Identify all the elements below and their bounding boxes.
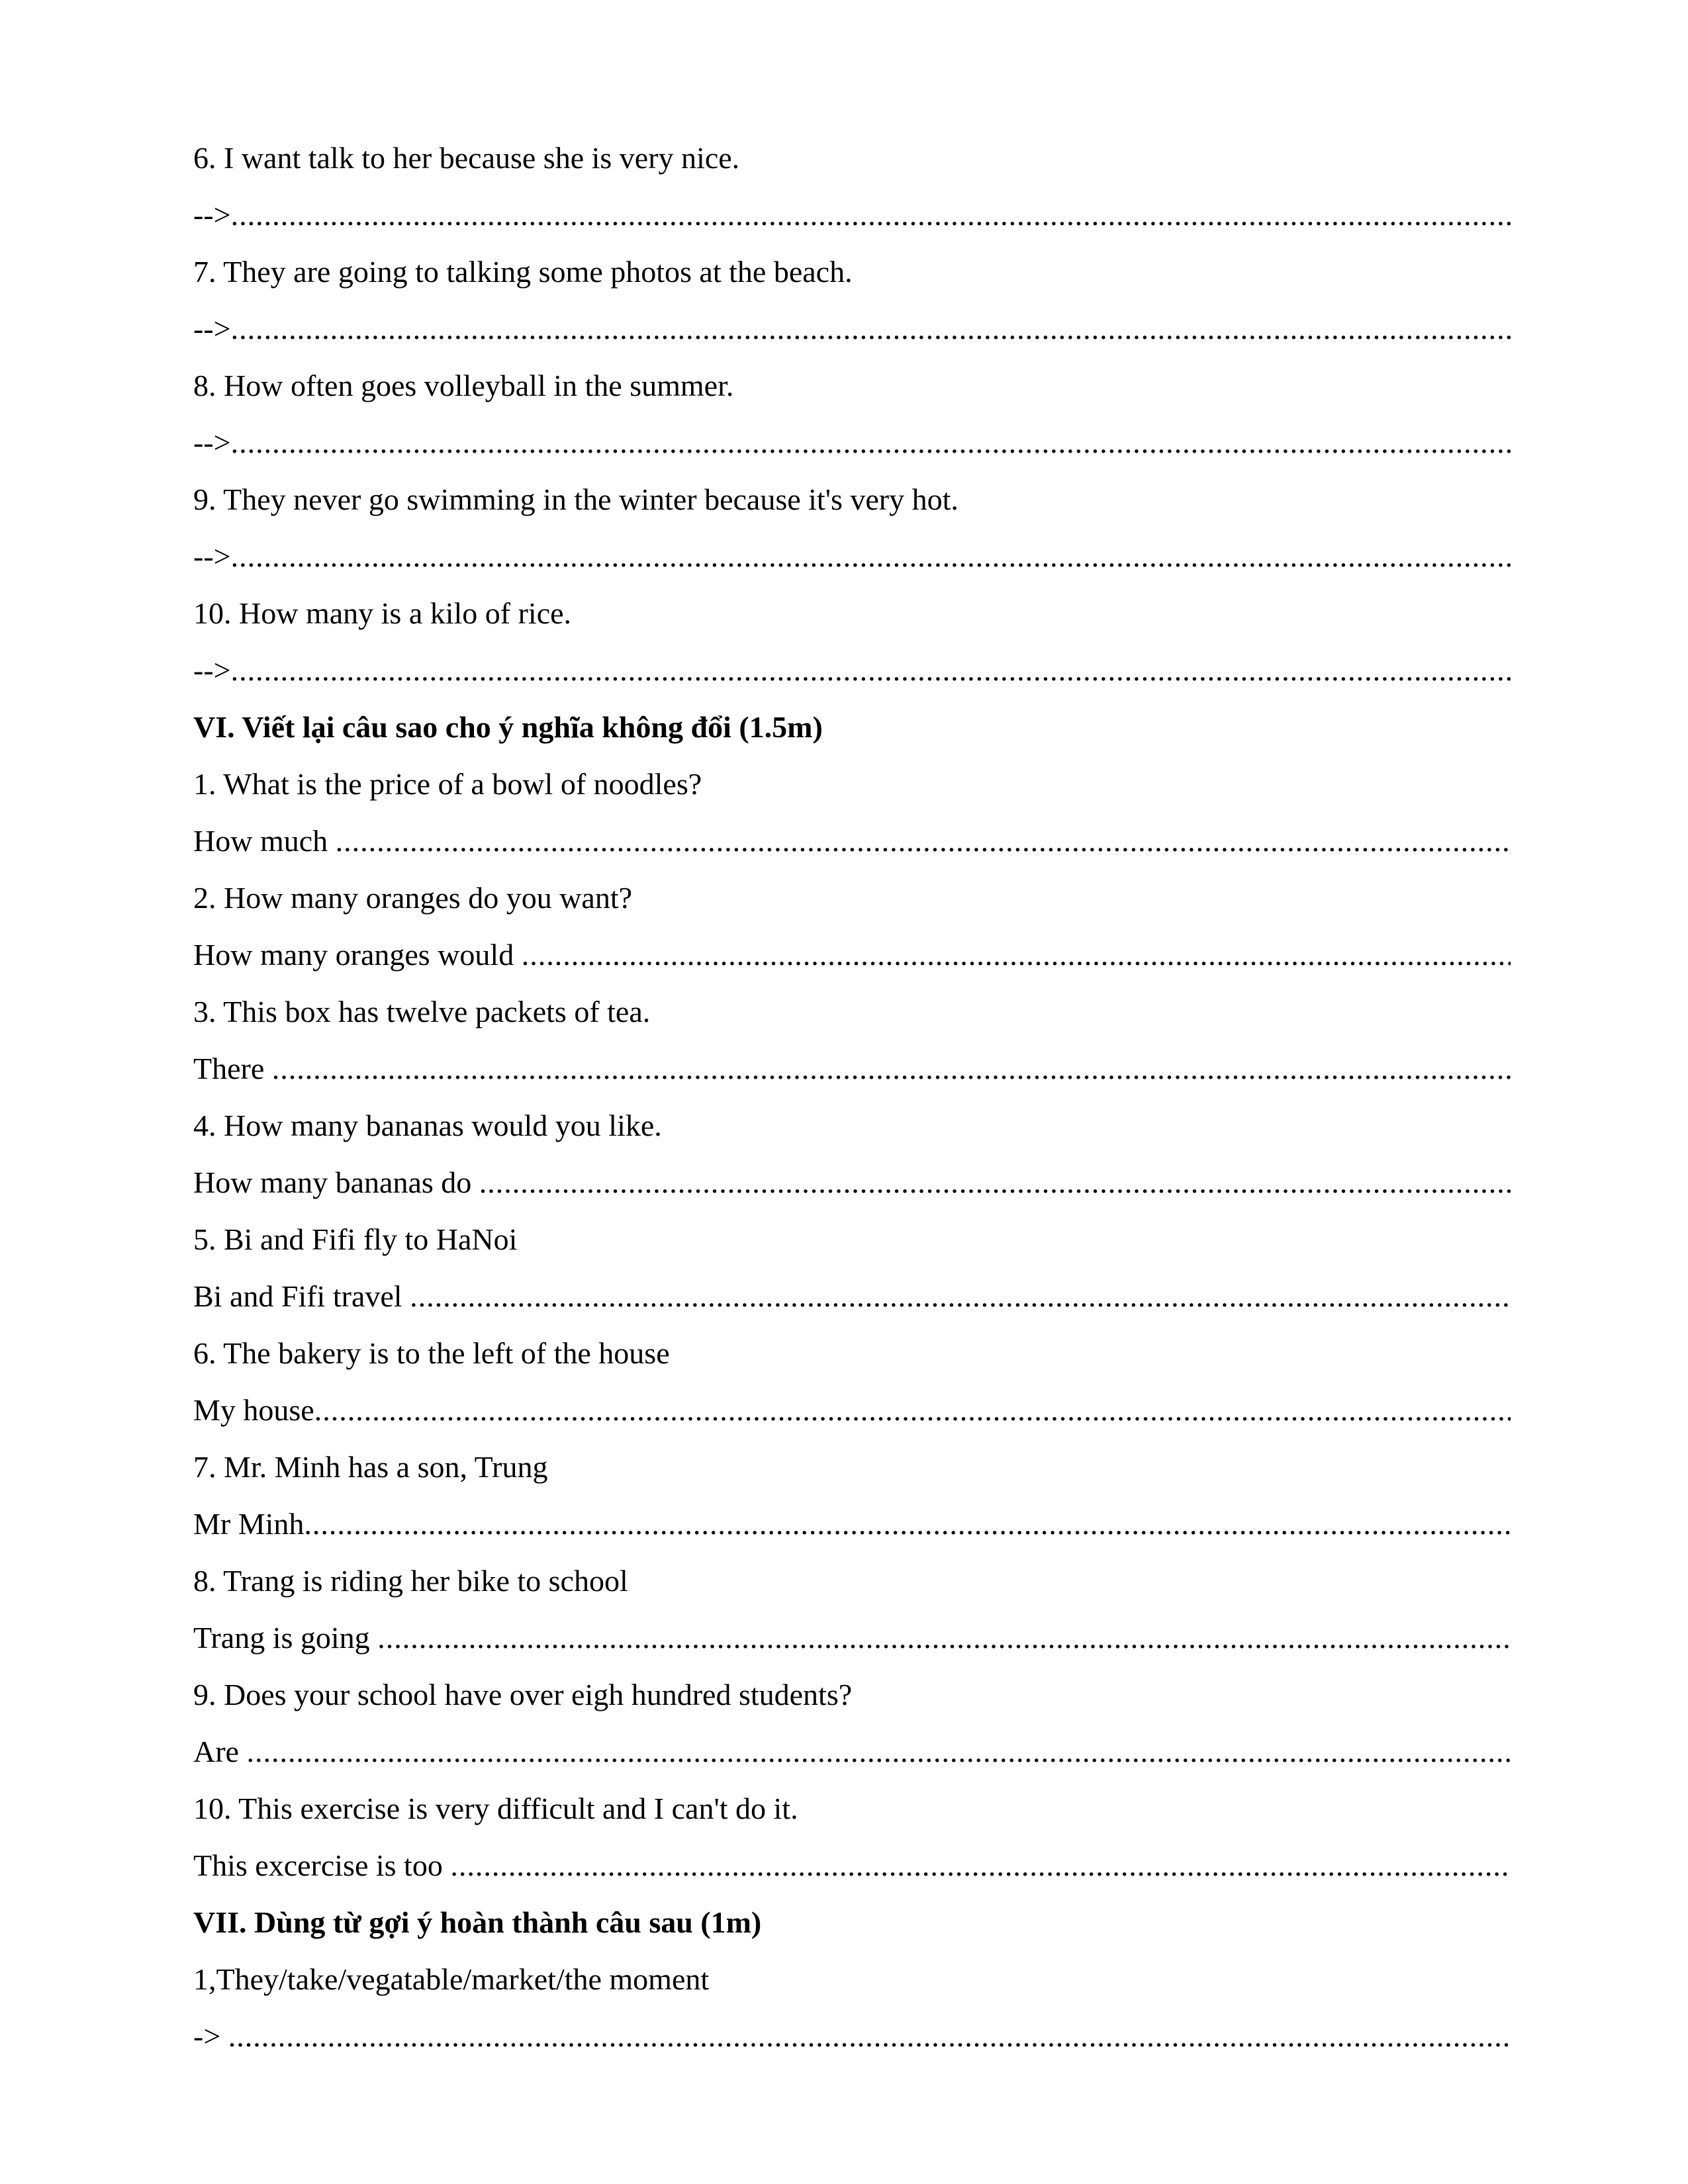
answer-blank[interactable] (231, 300, 1511, 357)
answer-blank[interactable] (228, 2008, 1511, 2065)
question-text: 2. How many oranges do you want? (193, 881, 633, 915)
answer-blank[interactable] (314, 1382, 1511, 1439)
answer-prefix: --> (193, 539, 231, 573)
answer-prefix: --> (193, 653, 231, 687)
answer-line[interactable] (193, 1723, 1511, 1780)
answer-prefix: Mr Minh (193, 1507, 305, 1541)
answer-line[interactable] (193, 1610, 1511, 1666)
answer-prefix: How much (193, 824, 336, 858)
answer-line[interactable] (193, 1040, 1511, 1097)
answer-prefix: There (193, 1052, 272, 1085)
answer-line[interactable] (193, 813, 1511, 870)
answer-blank[interactable] (377, 1610, 1511, 1666)
answer-line[interactable] (193, 414, 1511, 471)
answer-line[interactable] (193, 2008, 1511, 2065)
question-text: 6. I want talk to her because she is very nice. (193, 141, 740, 175)
question-text: 9. They never go swimming in the winter because it's very hot. (193, 482, 959, 516)
question-text: 7. They are going to talking some photos at the beach. (193, 255, 853, 289)
question-text: 3. This box has twelve packets of tea. (193, 995, 651, 1028)
answer-prefix: --> (193, 312, 231, 345)
answer-line[interactable] (193, 300, 1511, 357)
question-text: 10. How many is a kilo of rice. (193, 596, 572, 630)
answer-blank[interactable] (479, 1154, 1511, 1211)
answer-blank[interactable] (272, 1040, 1511, 1097)
answer-line[interactable] (193, 1154, 1511, 1211)
answer-blank[interactable] (450, 1837, 1511, 1894)
section-7 (193, 1894, 1511, 2065)
answer-line[interactable] (193, 1496, 1511, 1553)
answer-prefix: How many bananas do (193, 1165, 479, 1199)
answer-prefix: -> (193, 2019, 228, 2053)
answer-prefix: Bi and Fifi travel (193, 1279, 410, 1313)
answer-prefix: --> (193, 426, 231, 459)
question-text: 8. How often goes volleyball in the summer. (193, 369, 734, 402)
answer-line[interactable] (193, 1268, 1511, 1325)
question-text: 8. Trang is riding her bike to school (193, 1564, 628, 1598)
question-text: 5. Bi and Fifi fly to HaNoi (193, 1222, 518, 1256)
question-text: 4. How many bananas would you like. (193, 1109, 662, 1142)
answer-blank[interactable] (246, 1723, 1511, 1780)
question-text: 9. Does your school have over eigh hundred students? (193, 1678, 853, 1711)
worksheet-page (193, 130, 1511, 2065)
answer-blank[interactable] (231, 414, 1511, 471)
answer-prefix: Trang is going (193, 1621, 378, 1655)
answer-blank[interactable] (304, 1496, 1511, 1553)
section-heading: VII. Dùng từ gợi ý hoàn thành câu sau (1m) (193, 1905, 762, 1939)
answer-prefix: My house (193, 1393, 314, 1427)
answer-line[interactable] (193, 187, 1511, 244)
question-text: 7. Mr. Minh has a son, Trung (193, 1450, 548, 1484)
question-text: 6. The bakery is to the left of the house (193, 1336, 670, 1370)
question-text: 10. This exercise is very difficult and I can't do it. (193, 1792, 798, 1825)
answer-blank[interactable] (231, 187, 1511, 244)
answer-line[interactable] (193, 642, 1511, 699)
answer-prefix: Are (193, 1735, 247, 1768)
answer-blank[interactable] (231, 528, 1511, 585)
answer-line[interactable] (193, 528, 1511, 585)
section-6 (193, 699, 1511, 1894)
answer-blank[interactable] (231, 642, 1511, 699)
question-text: 1,They/take/vegatable/market/the moment (193, 1962, 710, 1996)
answer-line[interactable] (193, 1382, 1511, 1439)
answer-line[interactable] (193, 1837, 1511, 1894)
answer-blank[interactable] (410, 1268, 1511, 1325)
answer-prefix: This excercise is too (193, 1848, 451, 1882)
section-heading: VI. Viết lại câu sao cho ý nghĩa không đổi (1.5m) (193, 710, 823, 744)
question-text: 1. What is the price of a bowl of noodles? (193, 767, 702, 801)
section-5-items (193, 130, 1511, 699)
answer-prefix: How many oranges would (193, 938, 522, 972)
answer-blank[interactable] (522, 927, 1511, 983)
answer-blank[interactable] (336, 813, 1511, 870)
answer-line[interactable] (193, 927, 1511, 983)
answer-prefix: --> (193, 198, 231, 232)
